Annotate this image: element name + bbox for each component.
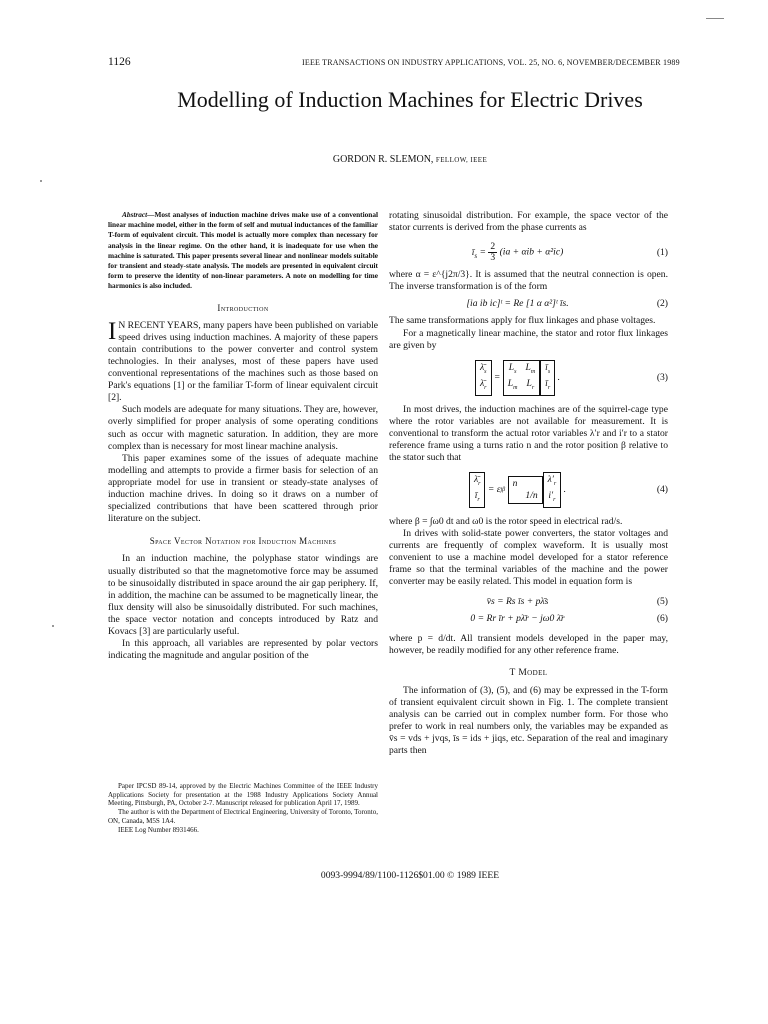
abstract-text: —Most analyses of induction machine drives make use of a conventional linear machine model, either in the form of self and mutual inductances of the familiar T-form of equivalent circuit. This model is actually more complex than necessary for analysis in the linear regime. On the other hand, it is inadequate for use when the machine is saturated. This paper presents several linear and nonlinear models suitable for transient and steady-state analysis. The models are presented in equivalent circuit form to preserve the identity of non-linear parameters. A note on modelling for time harmonics is also included.: [108, 210, 378, 291]
footnote-log-number: IEEE Log Number 8931466.: [118, 825, 199, 834]
eq5-body: v̄s = Rs īs + pλ̄s: [486, 596, 549, 608]
svn-paragraph-2: In this approach, all variables are represented by polar vectors indicating the magnitude and angular position of the: [108, 638, 378, 662]
equation-number-3: (3): [656, 371, 668, 383]
equation-5: [389, 596, 668, 608]
equation-number-4: (4): [656, 483, 668, 495]
eq2-body: [ia ib ic]ᵗ = Re [1 α α²]ᵗ īs.: [466, 298, 569, 310]
right-paragraph-3: The same transformations apply for flux linkages and phase voltages.: [389, 315, 656, 327]
intro-paragraph-1: I N RECENT YEARS, many papers have been published on variable speed drives using induction machines. A majority of these papers contain contributions to the power converter and control system technologies. In their analyses, most of these papers have used conventional representations of the machines such as those based on Park's equations [1] or the familiar T-form of linear equivalent circuit [2].: [108, 317, 378, 404]
right-paragraph-4: For a magnetically linear machine, the stator and rotor flux linkages are given by: [389, 327, 668, 351]
eq3-matrix: $\lambdā_s$ $\lambdā_r$ = $L_s$ $L_m$ $L_m$ $L_r$ $ī_s$ $ī_r$ .: [475, 360, 560, 396]
intro-paragraph-2: Such models are adequate for many situations. They are, however, overly simplified for proper analysis of some operating conditions such as occur with magnetic saturation. In addition, they are more complex than is necessary for most linear machine analysis.: [108, 404, 378, 452]
right-paragraph-1: rotating sinusoidal distribution. For example, the space vector of the stator currents is derived from the phase currents as: [389, 210, 668, 234]
right-paragraph-2: where α = ε^{j2π/3}. It is assumed that the neutral connection is open. The inverse transformation is of the form: [389, 269, 668, 293]
equation-2: [389, 298, 668, 310]
equation-4: [389, 472, 668, 508]
scan-speck: [52, 625, 54, 627]
section-heading-t-model: T Model: [509, 667, 548, 678]
footnote-paper-info: Paper IPCSD 89-14, approved by the Electric Machines Committee of the IEEE Industry Applications Society for presentation at the 1988 Industry Applications Society Annual Meeting, Pittsburgh, PA, October 2-7. Manuscript released for publication April 17, 1989.: [108, 782, 378, 808]
scan-speck: [40, 180, 42, 182]
right-paragraph-6: where β = ∫ω0 dt and ω0 is the rotor speed in electrical rad/s.: [389, 515, 623, 527]
equation-number-5: (5): [656, 596, 668, 608]
drop-cap: I: [108, 317, 117, 345]
right-paragraph-9: The information of (3), (5), and (6) may be expressed in the T-form of transient equivalent circuit shown in Fig. 1. The complete transient analysis can be carried out in complex number form. For those who prefer to work in real numbers only, the variables may be expanded as v̄s = vds + jvqs, īs = ids + jiqs, etc. Separation of the real and imaginary parts then: [389, 684, 668, 757]
author-name: GORDON R. SLEMON,: [332, 154, 434, 165]
equation-number-2: (2): [656, 298, 668, 310]
eq1-rhs: (ia + αib + α²ic): [499, 246, 564, 258]
corner-rule: [706, 18, 724, 19]
right-paragraph-8: where p = d/dt. All transient models developed in the paper may, however, be readily modified for any other reference frame.: [389, 632, 668, 656]
right-column: [389, 210, 668, 757]
eq1-lhs: $ī_s$ =: [471, 246, 489, 260]
right-paragraph-5: In most drives, the induction machines are of the squirrel-cage type where the rotor variables are not available for measurement. It is conventional to transform the actual rotor variables λ′r and i′r to a stator reference frame using a turns ratio n and the rotor position β relative to the stator such that: [389, 403, 668, 463]
left-column: [108, 210, 378, 662]
footnote: [108, 782, 378, 834]
page-number: 1126: [108, 56, 131, 68]
equation-1: [389, 242, 668, 263]
author-line: [60, 154, 760, 165]
copyright-line: 0093-9994/89/1100-1126$01.00 © 1989 IEEE: [320, 870, 500, 881]
section-heading-introduction: Introduction: [217, 302, 269, 313]
section-heading-space-vector: Space Vector Notation for Induction Machines: [149, 536, 337, 547]
eq1-fraction: $\frac{2}{3}$: [490, 241, 496, 264]
svn-paragraph-1: In an induction machine, the polyphase stator windings are usually distributed so that the magnetomotive force may be assumed to be sinusoidally distributed in space around the air gap periphery. If, in addition, the machine can be assumed to be magnetically linear, the flux density will also be sinusoidally distributed. For such machines, the space vector notation and concepts introduced by Ratz and Kovacs [3] are particularly useful.: [108, 553, 378, 637]
abstract: [108, 210, 378, 292]
right-paragraph-7: In drives with solid-state power converters, the stator voltages and currents are frequently of complex waveform. It is usually most convenient to use a machine model developed for a stator reference frame so that the terminal variables of the machine and the power converter may be easily related. This model in equation form is: [389, 527, 668, 588]
equation-number-6: (6): [656, 612, 668, 624]
intro-paragraph-3: This paper examines some of the issues of adequate machine modelling and attempts to provide a firmer basis for selection of an appropriate model for use in transient or steady-state analyses of induction machine drives. In doing so it draws on a number of specialized contributions that have been scattered through prior literature on the subject.: [108, 452, 378, 525]
eq4-matrix: $\lambdā_r$ $ī_r$ = ε jβ n 1/n $\lambda'_r$ $i'_r$ .: [469, 472, 566, 508]
author-title: FELLOW, IEEE: [435, 156, 488, 164]
equation-number-1: (1): [656, 246, 668, 258]
footnote-author-affiliation: The author is with the Department of Electrical Engineering, University of Toronto, Toronto, ON, Canada, M5S 1A4.: [108, 808, 378, 825]
journal-header: IEEE TRANSACTIONS ON INDUSTRY APPLICATIONS, VOL. 25, NO. 6, NOVEMBER/DECEMBER 1989: [302, 58, 680, 67]
equation-6: [389, 613, 668, 625]
eq6-body: 0 = Rr īr + pλ̄r − jω0 λ̄r: [470, 612, 565, 624]
equation-3: [389, 360, 668, 396]
paper-title: Modelling of Induction Machines for Electric Drives: [177, 87, 643, 112]
abstract-label: Abstract: [122, 210, 148, 219]
